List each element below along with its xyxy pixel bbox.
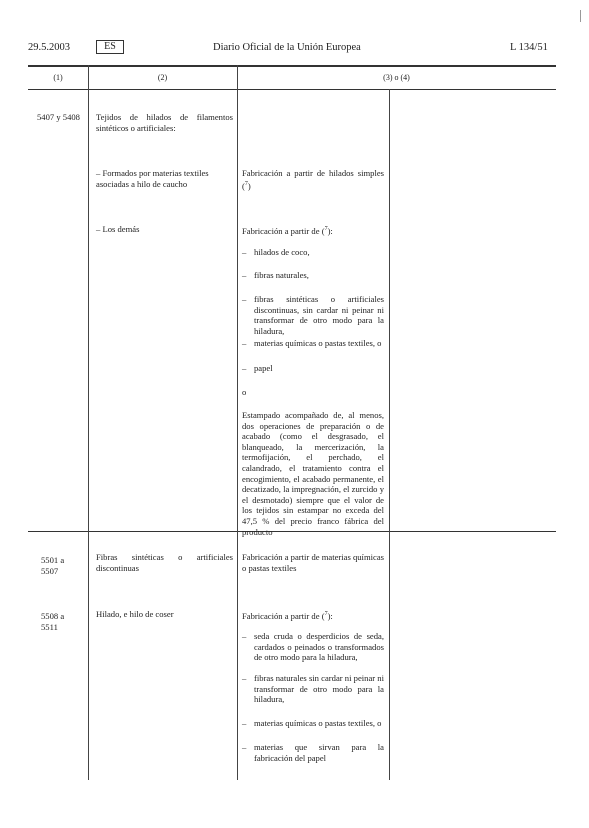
column-divider-2 xyxy=(237,65,238,780)
row-rule: Fabricación a partir de materias químicas o pastas textiles xyxy=(242,552,384,573)
table-header-rule xyxy=(28,89,556,90)
rule-text: Fabricación a partir de ( xyxy=(242,225,325,236)
list-item: – materias que sirvan para la fabricación del papel xyxy=(242,742,384,763)
subrow-rule: Fabricación a partir de ($^7$): xyxy=(242,225,333,236)
journal-title: Diario Oficial de la Unión Europea xyxy=(213,42,361,53)
list-item-text: materias que sirvan para la fabricación del papel xyxy=(254,742,384,763)
list-item: – materias químicas o pastas textiles, o xyxy=(242,718,384,729)
alternative-connector: o xyxy=(242,387,247,397)
list-item: – fibras naturales sin cardar ni peinar ni transformar de otro modo para la hiladura, xyxy=(242,673,384,705)
list-item-text: hilados de coco, xyxy=(254,247,310,257)
row-description: Tejidos de hilados de filamentos sintéticos o artificiales: xyxy=(96,112,233,133)
row-code-end: 5507 xyxy=(41,566,59,576)
list-item-text: materias químicas o pastas textiles, o xyxy=(254,338,382,348)
list-item-text: seda cruda o desperdicios de seda, cardados o peinados o transformados de otro modo para la hiladura, xyxy=(254,631,384,663)
column-header-3-4: (3) o (4) xyxy=(383,73,410,82)
footnote-marker: 7 xyxy=(324,226,328,232)
list-item: – seda cruda o desperdicios de seda, cardados o peinados o transformados de otro modo para la hiladura, xyxy=(242,631,384,663)
row-description: Hilado, e hilo de coser xyxy=(96,609,174,619)
publication-date: 29.5.2003 xyxy=(28,42,70,53)
rule-text: Fabricación a partir de hilados simples ( xyxy=(242,168,384,191)
finishing-rule: Estampado acompañado de, al menos, dos operaciones de preparación o de acabado (como el desgrasado, el blanqueado, la mercerización, la termofijación, el perchado, el calandrado, el tratamiento contra el encogimiento, el acabado permanente, el decatizado, la impregnación, el zurcido y el desmotado) siempre que el valor de los tejidos sin estampar no exceda del 47,5 % del precio franco fábrica del producto xyxy=(242,410,384,537)
page-reference: L 134/51 xyxy=(510,42,548,53)
subrow-description-text: – Formados por materias textiles asociadas a hilo de caucho xyxy=(96,168,209,189)
row-code-end: 5511 xyxy=(41,622,58,632)
list-item: – hilados de coco, xyxy=(242,247,384,258)
list-item-text: fibras naturales sin cardar ni peinar ni transformar de otro modo para la hiladura, xyxy=(254,673,384,705)
list-item-text: fibras naturales, xyxy=(254,270,309,280)
table-top-rule xyxy=(28,65,556,67)
list-item-text: fibras sintéticas o artificiales discontinuas, sin cardar ni peinar ni transformar de otro modo para la hiladura, xyxy=(254,294,384,336)
subrow-description xyxy=(96,168,234,189)
row-code: 5407 y 5408 xyxy=(37,112,80,122)
list-item: – fibras sintéticas o artificiales discontinuas, sin cardar ni peinar ni transformar de otro modo para la hiladura, xyxy=(242,294,384,336)
list-item: – fibras naturales, xyxy=(242,270,384,281)
row-code-start: 5501 a xyxy=(41,555,65,565)
footnote-marker: 7 xyxy=(324,611,328,617)
column-header-2: (2) xyxy=(157,73,168,82)
row-rule: Fabricación a partir de ($^7$): xyxy=(242,610,333,621)
edge-mark xyxy=(580,10,581,22)
subrow-rule: Fabricación a partir de hilados simples ($^7$) xyxy=(242,168,384,191)
column-header-1: (1) xyxy=(53,73,63,82)
list-item-text: papel xyxy=(254,363,273,373)
column-divider-1 xyxy=(88,65,89,780)
language-badge: ES xyxy=(96,40,124,54)
rule-text: Fabricación a partir de ( xyxy=(242,610,325,621)
footnote-marker: 7 xyxy=(244,180,248,187)
list-item: – papel xyxy=(242,363,384,374)
column-divider-3 xyxy=(389,89,390,780)
list-item-text: materias químicas o pastas textiles, o xyxy=(254,718,382,728)
row-code-start: 5508 a xyxy=(41,611,65,621)
subrow-description: – Los demás xyxy=(96,224,140,234)
list-item: – materias químicas o pastas textiles, o xyxy=(242,338,384,349)
row-description: Fibras sintéticas o artificiales discontinuas xyxy=(96,552,233,573)
